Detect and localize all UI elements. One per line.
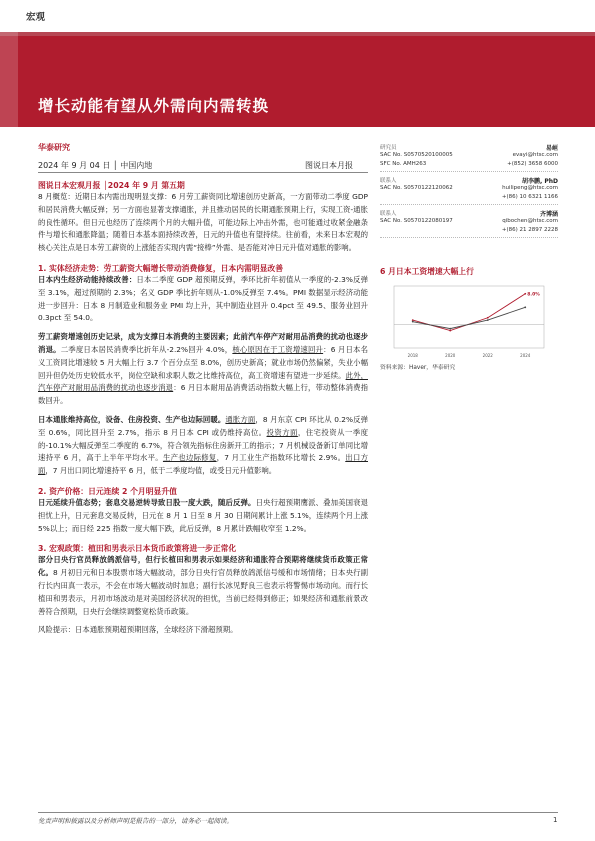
section-1c-underline-1: 通胀方面: [225, 414, 256, 424]
data-point: [412, 319, 414, 321]
firm-name: 华泰研究: [38, 143, 70, 152]
analyst-name: 齐博涵: [539, 211, 558, 218]
x-tick-label: 2022: [482, 353, 493, 358]
section-1-body: 日本二季度 GDP 超预期反弹，季环比折年初值从一季度的-2.3%反弹至 3.1%，超过预期的 2.3%；名义 GDP 季比折年则从-1.0%反弹至 7.4%。PMI 数据显示经济动能进一步回升：日本 8 月制造业和服务业 PMI 均上升，其中制造业回升 0.4pct 至 49.5、服务业回升 0.3pct 至 54.0。: [38, 274, 368, 323]
analyst-email[interactable]: huilipeng@htsc.com: [502, 185, 558, 191]
section-1b-body-2: ：6 月日本名义工资同比增速较 5 月大幅上行 3.7 个百分点至 8.0%，创历史新高；就业市场仍然偏紧，失业小幅回升但仍处历史较低水平，岗位空缺和求职人数之比维持高位，高工资增速有望进一步延续。: [38, 344, 368, 380]
analyst-role: 联系人: [380, 211, 397, 217]
data-point: [524, 306, 526, 308]
section-1c-body-4: ，7 月出口同比增速持平 6 月，低于二季度均值，或受日元升值影响。: [45, 466, 277, 476]
section-3-lead: 部分日央行官员释放鸽派信号，但行长植田和男表示如果经济和通胀符合预期将继续货币政策正常化。: [38, 555, 368, 578]
data-point: [524, 293, 526, 295]
intro-paragraph: 8 月概览：近期日本内需出现明显支撑：6 月劳工薪资同比增速创历史新高，一方面带动二季度 GDP 和居民消费大幅反弹；另一方面也显著支撑通胀，并且推动居民的长期通胀预期上行，实现工资-通胀的良性循环。但日元也经历了连续两个月的大幅升值，可能边际上冲击外需，也可能通过收紧金融条件与增长和通胀降温；随着日本基本面持续改善，日元的升值也有望持续。往前看，未来日本宏观的核心关注点是日本劳工薪资的上涨能否实现内需“接棒”外需、是否能对冲日元升值对通胀的影响。: [38, 192, 368, 253]
data-point: [412, 321, 414, 323]
section-1c-body: ，8 月东京 CPI 环比从 0.2%反弹至 0.6%，同比回升至 2.7%，指示 8 月日本 CPI 或仍维持高位。: [38, 414, 368, 437]
analyst-email[interactable]: evayi@htsc.com: [512, 152, 558, 158]
section-1c-underline-2: 投资方面: [266, 427, 298, 437]
section-2-body: 日央行超预期鹰派、叠加美国衰退担忧上升，日元套息交易反转，日元在 8 月 1 日至 8 月 30 日期间累计上涨 5.1%，连续两个月上涨 5%以上；而日经 225 指数一度大幅下跌，此后反弹，8 月累计跌幅收窄至 1.2%。: [38, 497, 368, 533]
main-column: [38, 180, 368, 637]
data-point: [449, 328, 451, 330]
banner-accent: [0, 32, 18, 127]
section-2-lead: 日元延续升值态势；套息交易逆转导致日股一度大跌，随后反弹。: [38, 497, 256, 507]
data-point: [487, 319, 489, 321]
analyst-email[interactable]: qibochen@htsc.com: [502, 218, 558, 224]
chart-frame: [394, 286, 544, 348]
section-3-heading: 3. 宏观政策：植田和男表示日本货币政策将进一步正常化: [38, 544, 237, 554]
intro-heading: 图说日本宏观月报 │2024 年 9 月 第五期: [38, 181, 185, 190]
section-1b-underline-1: 核心原因在于工资增速回升: [232, 344, 324, 354]
section-1b-underline-2: 此外，汽车停产对耐用品消费的扰动也逐步消退: [38, 370, 368, 393]
analyst-role: 研究员: [380, 145, 397, 151]
analyst-sac: SAC No. S0570520100005: [380, 152, 453, 158]
x-tick-label: 2020: [445, 353, 456, 358]
divider: [38, 172, 368, 173]
section-1c-underline-4: 出口方面: [38, 453, 368, 476]
section-1-lead: 日本内生经济动能持续改善：: [38, 274, 137, 284]
chart-source: 资料来源：Haver，华泰研究: [380, 365, 456, 371]
chart-title: 6 月日本工资增速大幅上行: [380, 267, 474, 276]
x-tick-label: 2024: [520, 353, 531, 358]
data-label: 8.0%: [527, 292, 540, 298]
wage-growth-chart: [380, 282, 558, 360]
analyst-card: [380, 209, 558, 238]
section-1c-paragraph: [38, 414, 368, 478]
section-1b-body: 二季度日本居民消费季比折年从-2.2%回升 4.0%，: [60, 344, 233, 354]
analyst-panel: [380, 143, 558, 242]
data-point: [449, 330, 451, 332]
section-2-paragraph: [38, 497, 368, 535]
footer-divider: [38, 812, 558, 813]
section-1c-underline-3: 生产也边际修复: [162, 453, 217, 463]
section-1b-lead: 劳工薪资增速创历史记录，成为支撑日本消费的主要因素；此前汽车停产对耐用品消费的扰动也逐步消退。: [38, 332, 368, 354]
section-2-heading: 2. 资产价格：日元连续 2 个月明显升值: [38, 486, 177, 496]
section-1b-body-3: ：6 月日本耐用品消费活动指数大幅上行，带动整体消费指数回升。: [38, 383, 368, 406]
footer-disclaimer: 免责声明和披露以及分析师声明是报告的一部分，请务必一起阅读。: [38, 817, 233, 825]
section-1-heading: 1. 实体经济走势：劳工薪资大幅增长带动消费修复，日本内需明显改善: [38, 263, 284, 273]
section-1c-body-2: ，住宅投资从一季度的-10.1%大幅反弹至二季度的 6.7%，符合领先指标住房新开工的指示；7 月机械设备新订单同比增速持平 6 月，高于上半年平均水平。: [38, 427, 368, 463]
banner-highlight: [0, 32, 595, 36]
analyst-name: 易峘: [545, 145, 558, 152]
analyst-phone: +(86) 21 2897 2228: [501, 227, 558, 233]
page-number: 1: [553, 816, 558, 824]
x-tick-label: 2018: [407, 353, 418, 358]
section-1-paragraph: [38, 274, 368, 325]
series-line: [413, 307, 526, 328]
analyst-sfc: SFC No. AMH263: [380, 161, 427, 167]
section-1c-lead: 日本通胀维持高位，设备、住房投资、生产也边际回暖。: [38, 414, 226, 424]
report-type: 图说日本月报: [305, 161, 353, 170]
section-1b-paragraph: [38, 331, 368, 408]
section-3-paragraph: [38, 554, 368, 618]
analyst-role: 联系人: [380, 178, 397, 184]
analyst-phone: +(86) 10 6321 1166: [501, 194, 558, 200]
section-1c-body-3: ，7 月工业生产指数环比增长 2.9%。: [216, 453, 346, 463]
analyst-phone: +(852) 3658 6000: [507, 161, 558, 167]
analyst-sac: SAC No. S0570122080197: [380, 218, 453, 224]
risk-warning: 风险提示：日本通胀预期超预期回落，全球经济下滑超预期。: [38, 625, 238, 635]
analyst-card: [380, 176, 558, 205]
report-title: 增长动能有望从外需向内需转换: [38, 97, 270, 115]
report-date: 2024 年 9 月 04 日 │ 中国内地: [38, 161, 153, 170]
analyst-name: 胡李鹏, PhD: [521, 178, 558, 185]
report-category: 宏观: [26, 12, 46, 23]
section-3-body: 8 月初日元和日本股票市场大幅波动，部分日央行官员释放鸽派信号缓和市场情绪；日本央行副行长内田真一表示，不会在市场大幅波动时加息；副行长冰见野良三也表示将警惕市场动向。而行长植田和男表示，月初市场波动是对美国经济状况的担忧，当前已经得到修正；如果经济和通胀前景改善符合预期，日央行会继续调整宽松货币政策。: [38, 568, 368, 616]
analyst-card: [380, 143, 558, 172]
data-point: [487, 317, 489, 319]
analyst-sac: SAC No. S0570122120062: [380, 185, 453, 191]
